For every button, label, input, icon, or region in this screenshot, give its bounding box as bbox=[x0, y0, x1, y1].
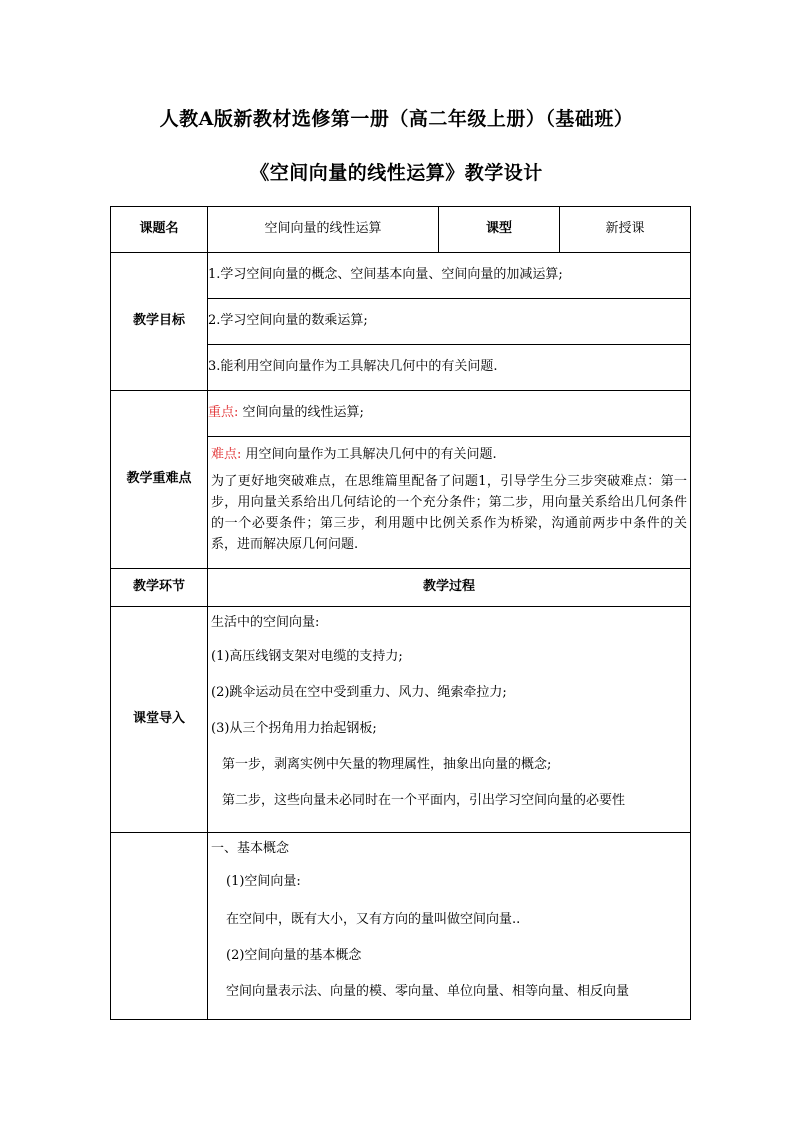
focus-text: 空间向量的线性运算; bbox=[242, 405, 364, 421]
difficulty-tag: 难点: bbox=[211, 447, 242, 462]
intro-line: (2)跳伞运动员在空中受到重力、风力、绳索牵拉力; bbox=[211, 685, 507, 700]
intro-line: (3)从三个拐角用力抬起钢板; bbox=[211, 721, 377, 736]
topic-value: 空间向量的线性运算 bbox=[208, 207, 439, 253]
intro-line: 第一步，剥离实例中矢量的物理属性，抽象出向量的概念; bbox=[222, 757, 552, 772]
intro-row bbox=[111, 607, 691, 833]
document-title: 人教A版新教材选修第一册（高二年级上册）（基础班） bbox=[159, 108, 634, 130]
topic-label: 课题名 bbox=[111, 207, 208, 253]
concept-line: 在空间中，既有大小，又有方向的量叫做空间向量.. bbox=[226, 912, 521, 927]
lesson-type-value: 新授课 bbox=[560, 207, 691, 253]
process-header-row bbox=[111, 569, 691, 607]
objective-row bbox=[111, 253, 691, 299]
focus-tag: 重点: bbox=[208, 405, 239, 421]
intro-label: 课堂导入 bbox=[111, 607, 208, 833]
concepts-row bbox=[111, 833, 691, 1020]
intro-content bbox=[208, 607, 691, 833]
concept-line: 空间向量表示法、向量的模、零向量、单位向量、相等向量、相反向量 bbox=[226, 984, 630, 999]
concept-line: (2)空间向量的基本概念 bbox=[226, 948, 362, 963]
concepts-label bbox=[111, 833, 208, 1020]
concept-line: (1)空间向量: bbox=[226, 874, 301, 889]
process-header: 教学过程 bbox=[208, 569, 691, 607]
stage-header: 教学环节 bbox=[111, 569, 208, 607]
difficulty-strategy: 为了更好地突破难点，在思维篇里配备了问题1，引导学生分三步突破难点：第一步，用向量关系给出几何结论的一个充分条件；第二步，用向量关系给出几何条件的一个必要条件；第三步，利用题中比例关系作为桥梁，沟通前两步中条件的关系，进而解决原几何问题. bbox=[211, 474, 687, 552]
focus-row bbox=[111, 391, 691, 437]
objective-item: 2.学习空间向量的数乘运算; bbox=[208, 299, 691, 345]
intro-line: 第二步，这些向量未必同时在一个平面内，引出学习空间向量的必要性 bbox=[222, 793, 626, 808]
difficulty-cell bbox=[208, 437, 691, 569]
concepts-content bbox=[208, 833, 691, 1020]
objective-item: 3.能利用空间向量作为工具解决几何中的有关问题. bbox=[208, 345, 691, 391]
objectives-label: 教学目标 bbox=[111, 253, 208, 391]
difficulty-line bbox=[208, 443, 690, 467]
keypoints-label: 教学重难点 bbox=[111, 391, 208, 569]
topic-row bbox=[111, 207, 691, 253]
intro-line: 生活中的空间向量: bbox=[211, 615, 320, 630]
lesson-plan-table bbox=[110, 206, 691, 1020]
intro-line: (1)高压线钢支架对电缆的支持力; bbox=[211, 649, 403, 664]
document-subtitle: 《空间向量的线性运算》教学设计 bbox=[250, 162, 543, 184]
objective-item: 1.学习空间向量的概念、空间基本向量、空间向量的加减运算; bbox=[208, 253, 691, 299]
concept-line: 一、基本概念 bbox=[211, 841, 290, 856]
difficulty-text: 用空间向量作为工具解决几何中的有关问题. bbox=[245, 447, 497, 462]
lesson-type-label: 课型 bbox=[439, 207, 560, 253]
focus-cell bbox=[208, 391, 691, 437]
